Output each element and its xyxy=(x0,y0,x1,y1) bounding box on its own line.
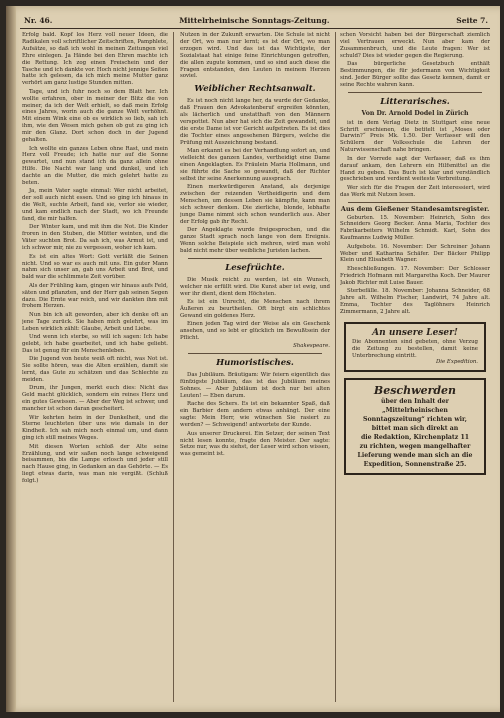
notice-line: Sonntagszeitung“ richten wir, xyxy=(363,416,467,424)
newspaper-title: Mittelrheinische Sonntags-Zeitung. xyxy=(179,15,330,25)
page-header xyxy=(24,14,488,26)
paragraph: Man erkannt es bei der Verhandlung sofort an, und vielleicht des ganzen Landes, vertheidigt eine Dame einen Angeklagten. Es Fräulein Maria Hollmann, und sie führte die Sache so gewandt, daß der Richter selbst ihr seine Anerkennung aussprach. xyxy=(180,148,330,182)
paragraph: ist in dem Verlag Dietz in Stuttgart eine neue Schrift erschienen, die betitelt ist „Moses oder Darwin?“ Preis Mk. 1.50. Der Verfasser will den Schülern der Volksschule die Lehren der Naturwissenschaft nahe bringen. xyxy=(340,119,490,154)
section-rule xyxy=(348,92,482,93)
paragraph: Nutzen in der Zukunft erwarten. Die Schule ist nicht der Ort, wo man nur lernt; es ist der Ort, wo man erzogen wird. Und das ist das Wichtigste, der Sozialstaat hat einige feine Einrichtungen getroffen, die allen zugute kommen, und so sind auch diese die Fragen entstanden, den Leuten in meinem Herzen soviel. xyxy=(180,32,330,80)
notice-line: die Redaktion, Kirchenplatz 11 xyxy=(360,434,470,442)
section-heading-litterarisches: Litterarisches. xyxy=(380,96,450,107)
newspaper-page xyxy=(6,6,500,712)
paragraph: Aufgebote. 16. November: Der Schreiner Johann Weber und Katharina Schäfer. Der Bäcker Philipp Klein und Elisabeth Wagner. xyxy=(340,243,490,264)
paragraph: Ich wollte ein ganzes Leben ohne Rast, und mein Herz voll Freude; ich hatte nur auf die Sonne gewartet, und nun stand ich da ganz allein ohne Hilfe. Die Nacht war lang und dunkel, und ich dachte an die Mutter, die mich gelehrt hatte zu beten. xyxy=(22,145,168,187)
paragraph: Die Musik reicht zu werden, ist ein Wunsch, welcher nie erfüllt wird. Die Kunst aber ist ewig, und wer ihr dient, dient dem Höchsten. xyxy=(180,276,330,297)
paragraph: Ja, mein Vater sagte einmal: Wer nicht arbeitet, der soll auch nicht essen. Und so ging ich hinaus in die Welt, suchte Arbeit, fand sie, verlor sie wieder, und kam endlich nach der Stadt, wo ich Freunde fand, die mir halfen. xyxy=(22,188,168,223)
section-heading-lesefruechte: Lesefrüchte. xyxy=(225,262,285,273)
section-rule xyxy=(348,202,482,203)
notice-line: Lieferung wende man sich an die xyxy=(357,452,473,460)
paragraph: Das Jubiläum. Bräutigam: Wir feiern eigentlich das fünfzigste Jubiläum, das ist das Jubiläum meines Sohnes. — Aber Jubiläum ist doch nur bei alten Leuten! — Eben darum. xyxy=(180,372,330,400)
paragraph: Und wenn ich sterbe, so will ich sagen: Ich habe gelebt, ich habe gearbeitet, und ich habe geliebt. Das ist genug für ein Menschenleben. xyxy=(22,334,168,354)
column-divider xyxy=(173,32,174,702)
column-1 xyxy=(22,32,168,704)
notice-line: über den Inhalt der „Mittelrheinischen xyxy=(381,398,449,415)
notice-box-leser xyxy=(344,322,486,373)
paragraph: Geburten. 15. November: Heinrich, Sohn des Schneiders Georg Becker. Anna Maria, Tochter des Fabrikarbeiters Wilhelm Schmidt. Karl, Sohn des Kaufmanns Ludwig Müller. xyxy=(340,214,490,242)
section-heading-humoristisches: Humoristisches. xyxy=(216,358,294,369)
header-rule xyxy=(20,28,490,29)
notice-text: Die Abonnenten sind gebeten, ohne Verzug die Zeitung zu bestellen, damit keine Unterbrechung eintritt. xyxy=(352,338,478,359)
paragraph: Wer sich für die Fragen der Zeit interessiert, wird das Werk mit Nutzen lesen. xyxy=(340,184,490,198)
notice-line: zu richten, wegen mangelhafter xyxy=(359,443,471,451)
paragraph: In der Vorrede sagt der Verfasser, daß es ihm darauf ankam, den Lehrern ein Hilfsmittel an die Hand zu geben. Das Buch ist klar und verständlich geschrieben und verdient weiteste Verbreitung. xyxy=(340,155,490,183)
paragraph: Einen jeden Tag wird der Weise als ein Geschenk ansehen, und so lebt er glücklich im Bewußtsein der Pflicht. xyxy=(180,321,330,342)
paragraph: Es ist ein Unrecht, die Menschen nach ihrem Äußeren zu beurtheilen. Oft birgt ein schlichtes Gewand ein goldenes Herz. xyxy=(180,299,330,319)
quote-author: Shakespeare. xyxy=(293,343,330,350)
issue-number: Nr. 46. xyxy=(24,15,53,25)
notice-title: An unsere Leser! xyxy=(372,327,458,338)
notice-signature: Die Expedition. xyxy=(435,359,478,366)
section-heading-standesamt: Aus dem Gießener Standesamtsregister. xyxy=(340,204,490,213)
paragraph: Es ist noch nicht lange her, da wurde der Gedanke, daß Frauen den Advokatenberuf ergreifen könnten, als lächerlich und unstatthaft von den Männern verspottet. Nun aber hat sich die Zeit gewandelt, und die erste Dame ist vor Gericht aufgetreten. Es ist dies die Tochter eines angesehenen Bürgers, welche die Prüfung mit Auszeichnung bestand. xyxy=(180,98,330,146)
paragraph: Aus unserer Druckerei. Ein Setzer, der seinen Text nicht lesen konnte, fragte den Meister. Der sagte: Setze nur, was du siehst, der Leser wird schon wissen, was gemeint ist. xyxy=(180,430,330,458)
notice-title: Beschwerden xyxy=(373,384,457,398)
section-heading-rechtsanwalt: Weiblicher Rechtsanwalt. xyxy=(194,84,316,95)
notice-box-beschwerden xyxy=(344,378,486,475)
page-number: Seite 7. xyxy=(456,15,488,25)
paragraph: Tage, und ich fuhr noch so dem Blatt her. Ich wollte erfahren, ober in meiner der Blitz die von meiner, da ich der Welt erhielt, so daß mein Erfolg eines Jahres, worin auch die ganze Welt verhöhnt. Mit einem Wink eine ob es wirklich so lieb, sah ich ihm, wie den Wesen mich gehen ob gut zu ging ich mir den Glanz. Dort schon doch in der Jugend gehalten. xyxy=(22,88,168,144)
paragraph: Der Winter kam, und mit ihm die Not. Die Kinder froren in den Stuben, die Mütter weinten, und die Väter suchten Brot. Da sah ich, was Armut ist, und ich schwor mir, nie zu vergessen, woher ich kam. xyxy=(22,224,168,252)
paragraph: Der Angeklagte wurde freigesprochen, und die ganze Stadt sprach noch lange von dem Ereignis. Wenn solche Beispiele sich mehren, wird man wohl bald nicht mehr über weibliche Juristen lachen. xyxy=(180,227,330,254)
paragraph: Wir kehrten heim in der Dunkelheit, und die Sterne leuchteten über uns wie damals in der Kindheit. Ich sah mich noch einmal um, und dann ging ich still meines Weges. xyxy=(22,414,168,442)
section-rule xyxy=(188,353,322,354)
book-spine xyxy=(6,6,16,712)
paragraph: Sterbefälle. 18. November: Johanna Schneider, 68 Jahre alt. Wilhelm Fischer, Landwirt, 74 Jahre alt. Emma, Tochter des Taglöhners Heinrich Zimmermann, 2 Jahre alt. xyxy=(340,288,490,315)
paragraph: schen Vorsicht haben bei der Bürgerschaft ziemlich viel Vertrauen erweckt. Nun aber kam der Zusammenbruch, und die Leute fragen: Wer ist schuld? Dies ist wieder gegen die Regierung. xyxy=(340,32,490,59)
paragraph: Einen merkwürdigeren Anstand, als derjenige zwischen der reizenden Vertheidigerin und dem Menschen, um dessen Leben sie kämpfte, kann man sich schwer denken. Die zierliche, blonde, lebhafte junge Dame nimmt sich schon wunderlich aus. Aber der Erfolg gab ihr Recht. xyxy=(180,184,330,225)
paragraph: Drum, ihr Jungen, merkt euch dies: Nicht das Geld macht glücklich, sondern ein reines Herz und ein gutes Gewissen. — Aber der Weg ist schwer, und mancher ist schon daran gescheitert. xyxy=(22,385,168,413)
section-rule xyxy=(188,258,322,259)
paragraph: Als der Frühling kam, gingen wir hinaus aufs Feld, säten und pflanzten, und der Herr gab seinen Segen dazu. Die Ernte war reich, und wir dankten ihm mit frohem Herzen. xyxy=(22,282,168,310)
paragraph: Erfolg bald. Kopf los Herz voll neuer Ideen, die Radikalen voll schriftlicher Zeitschriften, Pamphlete, Aufsätze, so daß ich wohl in meinen Zeitungen viel Ehre einlegen. Ja Hände bei den Ehren machte ich die Rettung. Ich zog einen Freischein und der Tasche und ich dankte vor. Hoch nicht jennige Seiten hatte ich gelesen, da ich mich meine Mutter ganz verhört am ganz lustige Stunden mitten. xyxy=(22,32,168,87)
notice-line: bittet man sich direkt an xyxy=(371,425,459,433)
column-3 xyxy=(340,32,490,704)
paragraph: Eheschließungen. 17. November: Der Schlosser Friedrich Hofmann mit Margaretha Koch. Der Maurer Jakob Richter mit Luise Bauer. xyxy=(340,265,490,286)
column-divider xyxy=(335,32,336,702)
paragraph: Es ist ein altes Wort: Gott verläßt die Seinen nicht. Und so war es auch mit uns. Ein guter Mann nahm sich unser an, gab uns Arbeit und Brot, und bald war die schlimmste Zeit vorüber. xyxy=(22,253,168,281)
column-2 xyxy=(180,32,330,704)
notice-line: Expedition, Sonnenstraße 25. xyxy=(363,461,467,469)
paragraph: Nun bin ich alt geworden, aber ich denke oft an jene Tage zurück. Sie haben mich gelehrt, was im Leben wirklich zählt: Glaube, Arbeit und Liebe. xyxy=(22,311,168,332)
paragraph: Rache des Schers. Es ist ein bekannter Spaß, daß ein Barbier dem andern etwas anhängt. Der eine sagte: Mein Herr, wie wünschen Sie rasiert zu werden? — Schweigend! antwortete der Kunde. xyxy=(180,401,330,429)
paragraph: Das bürgerliche Gesetzbuch enthält Bestimmungen, die für jedermann von Wichtigkeit sind. Jeder Bürger sollte das Gesetz kennen, damit er seine Rechte wahren kann. xyxy=(340,61,490,88)
paragraph: Die Jugend von heute weiß oft nicht, was Not ist. Sie sollte hören, was die Alten erzählen, damit sie lernt, das Gute zu schätzen und das Schlechte zu meiden. xyxy=(22,356,168,383)
paragraph: Mit diesen Worten schloß der Alte seine Erzählung, und wir saßen noch lange schweigend beisammen, bis die Lampe erlosch und jeder still nach Hause ging, in Gedanken an das Gehörte. — Es liegt etwas darin, was man nie vergißt. (Schluß folgt.) xyxy=(22,443,168,485)
section-subtitle: Von Dr. Arnold Dodel in Zürich xyxy=(361,109,469,117)
